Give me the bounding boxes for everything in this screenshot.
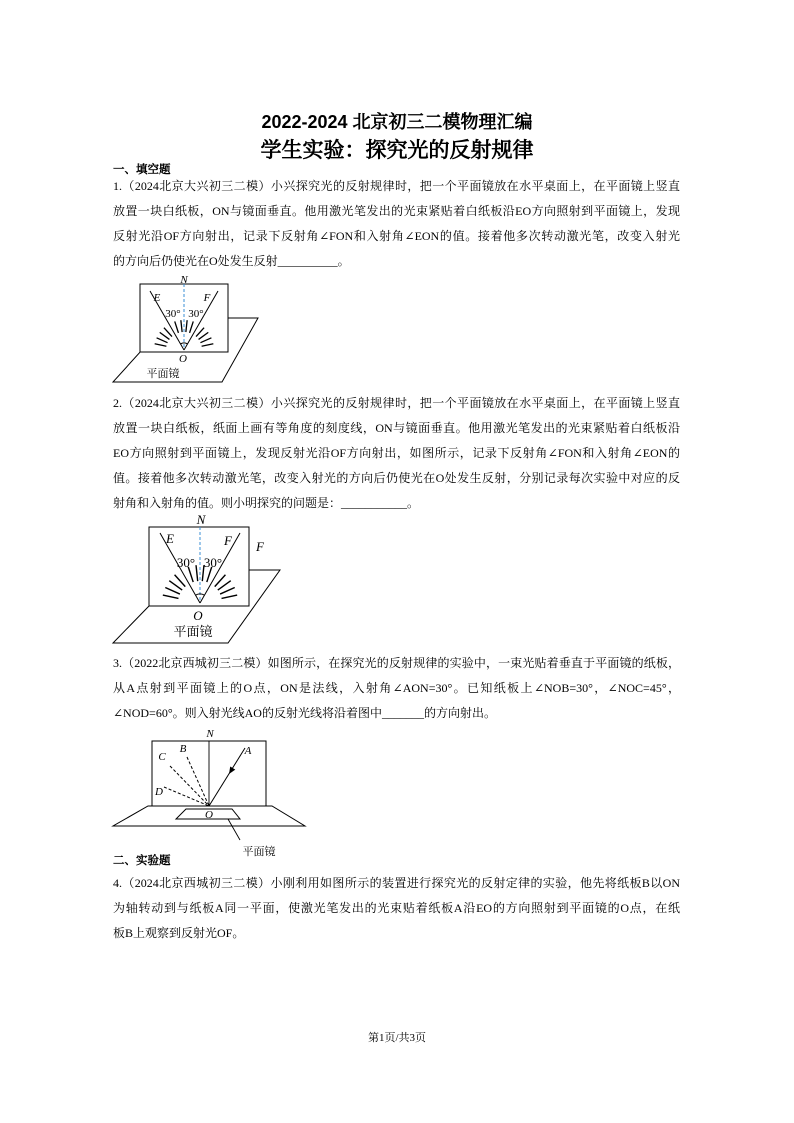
question-3-line: 从A点射到平面镜上的O点，ON是法线，入射角∠AON=30°。已知纸板上∠NOB=30°，∠NOC=45°， xyxy=(113,681,680,695)
label-f: F xyxy=(224,533,232,548)
document-subtitle: 学生实验：探究光的反射规律 xyxy=(260,139,534,162)
question-4-line: 板B上观察到反射光OF。 xyxy=(113,926,245,940)
question-2-line: 射角和入射角的值。则小明探究的问题是：___________。 xyxy=(113,496,420,510)
question-1-line: 的方向后仍使光在O处发生反射__________。 xyxy=(113,254,350,268)
label-reflection-angle: 30° xyxy=(203,555,223,570)
label-incidence-angle: 30° xyxy=(176,555,196,570)
label-o: O xyxy=(179,353,187,365)
question-4-line: 4.（2024北京西城初三二模）小刚利用如图所示的装置进行探究光的反射定律的实验，他先将纸板B以ON xyxy=(113,876,680,890)
label-b: B xyxy=(179,743,187,755)
label-incidence-angle: 30° xyxy=(165,308,181,320)
question-3-line: 3.（2022北京西城初三二模）如图所示，在探究光的反射规律的实验中，一束光贴着垂直于平面镜的纸板， xyxy=(113,656,680,670)
question-4-line: 为轴转动到与纸板A同一平面，使激光笔发出的光束贴着纸板A沿EO的方向照射到平面镜的O点，在纸 xyxy=(113,901,680,915)
figure-3-reflection-angles xyxy=(108,725,308,861)
question-2-line: EO方向照射到平面镜上，发现反射光沿OF方向射出，如图所示，记录下反射角∠FON和入射角∠EON的 xyxy=(113,446,680,460)
question-1-line: 放置一块白纸板，ON与镜面垂直。他用激光笔发出的光束紧贴着白纸板沿EO方向照射到平面镜上，发现 xyxy=(113,204,680,218)
label-e: E xyxy=(166,531,174,546)
label-mirror: 平面镜 xyxy=(146,368,180,380)
document-title: 2022-2024 北京初三二模物理汇编 xyxy=(261,112,533,132)
figure-2-reflection-setup xyxy=(108,512,286,648)
page-number: 第1页/共3页 xyxy=(367,1032,427,1044)
label-reflection-angle: 30° xyxy=(188,308,204,320)
label-n: N xyxy=(206,728,214,740)
label-f: F xyxy=(203,292,211,304)
label-o: O xyxy=(205,809,213,821)
question-2-line: 2.（2024北京大兴初三二模）小兴探究光的反射规律时，把一个平面镜放在水平桌面上，在平面镜上竖直 xyxy=(113,396,680,410)
label-n: N xyxy=(180,274,188,286)
label-o: O xyxy=(193,608,203,623)
label-d: D xyxy=(155,786,163,798)
section-heading-fill-in: 一、填空题 xyxy=(113,164,171,176)
label-board-f: F xyxy=(256,539,264,554)
label-n: N xyxy=(196,512,206,527)
question-1-line: 1.（2024北京大兴初三二模）小兴探究光的反射规律时，把一个平面镜放在水平桌面上，在平面镜上竖直 xyxy=(113,179,680,193)
label-c: C xyxy=(158,751,166,763)
question-1-line: 反射光沿OF方向射出，记录下反射角∠FON和入射角∠EON的值。接着他多次转动激光笔，改变入射光 xyxy=(113,229,680,243)
label-a: A xyxy=(244,745,252,757)
question-2-line: 放置一块白纸板，纸面上画有等角度的刻度线，ON与镜面垂直。他用激光笔发出的光束紧贴着白纸板沿 xyxy=(113,421,680,435)
section-heading-experiment: 二、实验题 xyxy=(113,855,171,867)
label-mirror: 平面镜 xyxy=(242,846,276,858)
question-2-line: 值。接着他多次转动激光笔，改变入射光的方向后仍使光在O处发生反射，分别记录每次实验中对应的反 xyxy=(113,471,680,485)
question-3-line: ∠NOD=60°。则入射光线AO的反射光线将沿着图中_______的方向射出。 xyxy=(113,706,496,720)
label-e: E xyxy=(153,292,161,304)
label-mirror: 平面镜 xyxy=(173,624,213,639)
figure-1-reflection-setup xyxy=(108,270,264,390)
